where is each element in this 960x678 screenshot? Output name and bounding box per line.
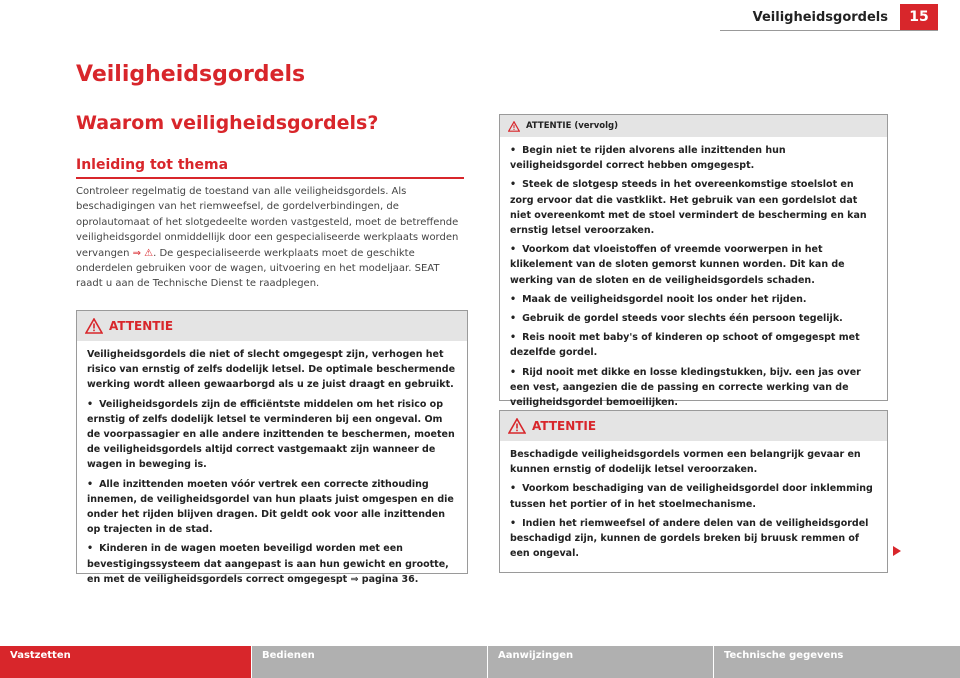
warning-bullet: • Reis nooit met baby's of kinderen op schoot of omgegespt met dezelfde gordel. — [510, 330, 877, 360]
intro-paragraph — [76, 184, 466, 292]
header-title: Veiligheidsgordels — [752, 10, 888, 25]
warning-bullet: • Gebruik de gordel steeds voor slechts één persoon tegelijk. — [510, 311, 877, 326]
warning-header — [500, 115, 887, 137]
intro-text-1: Controleer regelmatig de toestand van alle veiligheidsgordels. Als beschadigingen van het riemweefsel, de gordelverbindingen, de oprolautomaat of het slotgedeelte worden vastgesteld, moet de betreffende veiligheidsgordel onmiddellijk door een gespecialiseerde werkplaats worden vervangen — [76, 186, 459, 259]
warning-lead: Veiligheidsgordels die niet of slecht omgegespt zijn, verhogen het risico van ernstig of zelfs dodelijk letsel. De optimale beschermende werking wordt alleen gewaarborgd als u ze juist draagt en gebruikt. — [87, 349, 456, 391]
section-title: Waarom veiligheidsgordels? — [76, 112, 379, 134]
warning-box-seatbelt-risk — [76, 310, 468, 585]
warning-bullet: • Voorkom dat vloeistoffen of vreemde voorwerpen in het klikelement van de sloten gemorst kunnen worden. Dit kan de werking van de sloten en de veiligheidsgordels schaden. — [510, 242, 877, 288]
warning-label: ATTENTIE — [532, 419, 597, 433]
subsection-title: Inleiding tot thema — [76, 157, 229, 173]
footer-nav — [0, 646, 960, 678]
warning-header — [500, 411, 887, 441]
footer-tab-vastzetten[interactable]: Vastzetten — [0, 646, 252, 678]
subsection-rule — [76, 177, 464, 179]
warning-bullet: • Rijd nooit met dikke en losse kledingstukken, bijv. een jas over een vest, aangezien die de passing en correcte werking van de veiligheidsgordel bemoeilijken. — [510, 365, 877, 411]
continue-arrow-icon — [893, 546, 901, 556]
intro-text-2: . De gespecialiseerde werkplaats moet de geschikte onderdelen gebruiken voor de wagen, uitvoering en het modeljaar. SEAT raadt u aan de Technische Dienst te raadplegen. — [76, 247, 440, 290]
warning-triangle-icon — [508, 418, 526, 434]
warning-bullet: • Steek de slotgesp steeds in het overeenkomstige stoelslot en zorg ervoor dat die vastklikt. Het gebruik van een gordelslot dat niet overeenkomt met de stoel vermindert de bescherming en kan ernstig letsel veroorzaken. — [510, 177, 877, 238]
intro-warning-reference[interactable]: ⇒ ⚠ — [132, 247, 154, 259]
warning-bullet: • Alle inzittenden moeten vóór vertrek een correcte zithouding innemen, de veiligheidsgordel van hun plaats juist omgespen en die onder het rijden blijven dragen. Dit geldt ook voor alle inzittenden op trajecten in de stad. — [87, 477, 457, 538]
footer-tab-technische-gegevens[interactable]: Technische gegevens — [714, 646, 960, 678]
warning-bullet: • Veiligheidsgordels zijn de efficiëntste middelen om het risico op ernstig of zelfs dodelijk letsel te verminderen bij een ongeval. Om de voorpassagier en alle andere inzittenden te beschermen, moeten de veiligheidsgordels altijd correct vastgemaakt zijn wanneer de wagen in beweging is. — [87, 397, 457, 473]
warning-bullet: • Begin niet te rijden alvorens alle inzittenden hun veiligheidsgordel correct hebben omgegespt. — [510, 143, 877, 173]
warning-bullet: • Kinderen in de wagen moeten beveiligd worden met een bevestigingssysteem dat aangepast is aan hun gewicht en grootte, en met de veiligheidsgordels correct omgegespt ⇒ pagina 36. — [87, 541, 457, 587]
warning-body — [500, 137, 887, 418]
warning-body — [77, 341, 467, 595]
warning-box-continued — [499, 114, 888, 409]
warning-label: ATTENTIE — [109, 319, 174, 333]
warning-label: ATTENTIE (vervolg) — [526, 121, 619, 131]
footer-tab-bedienen[interactable]: Bedienen — [252, 646, 488, 678]
footer-tab-aanwijzingen[interactable]: Aanwijzingen — [488, 646, 714, 678]
warning-bullet: • Maak de veiligheidsgordel nooit los onder het rijden. — [510, 292, 877, 307]
warning-bullet: • Indien het riemweefsel of andere delen van de veiligheidsgordel beschadigd zijn, kunnen de gordels breken bij bruusk remmen of een ongeval. — [510, 516, 877, 562]
warning-triangle-icon — [508, 121, 520, 132]
header-rule — [720, 30, 938, 31]
warning-lead: Beschadigde veiligheidsgordels vormen een belangrijk gevaar en kunnen ernstig of dodelijk letsel veroorzaken. — [510, 449, 861, 476]
page-number: 15 — [900, 4, 938, 30]
warning-bullet: • Voorkom beschadiging van de veiligheidsgordel door inklemming tussen het portier of in het stoelmechanisme. — [510, 481, 877, 511]
chapter-title: Veiligheidsgordels — [76, 62, 306, 87]
warning-triangle-icon — [85, 318, 103, 334]
warning-header — [77, 311, 467, 341]
warning-body — [500, 441, 887, 569]
warning-box-damaged-belts — [499, 410, 888, 573]
